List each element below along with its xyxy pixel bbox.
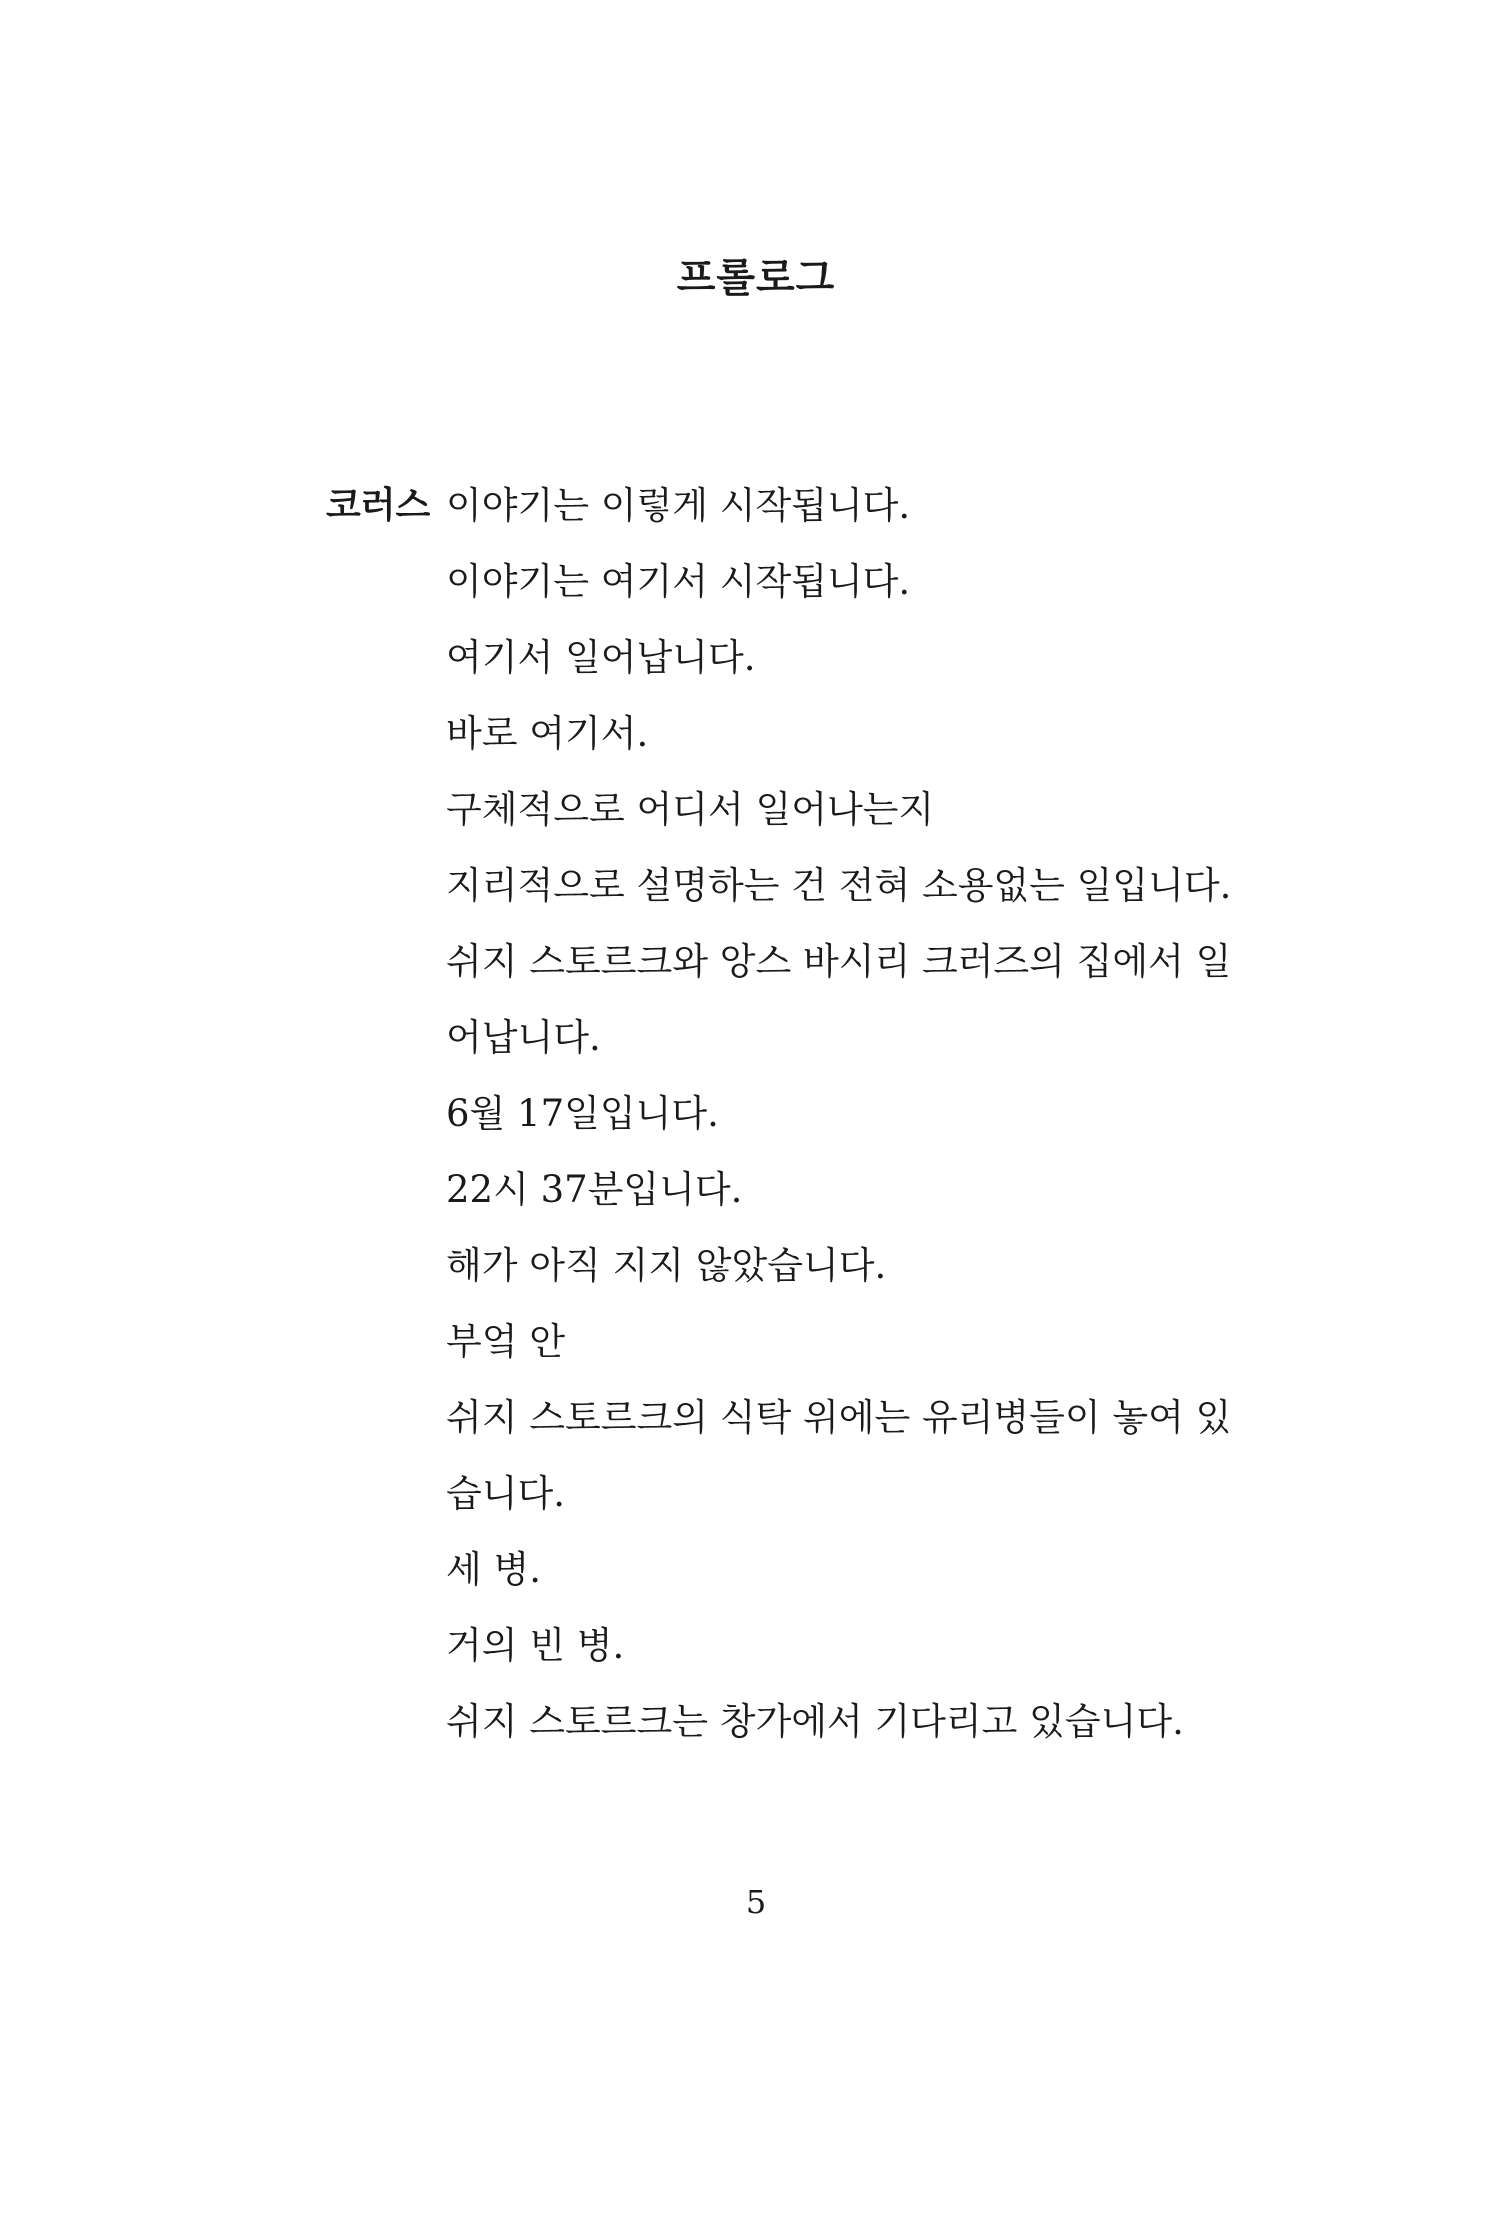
dialogue-line: 세 병. [446, 1548, 542, 1591]
dialogue-line: 이야기는 이렇게 시작됩니다. [446, 484, 911, 527]
dialogue-line: 습니다. [446, 1472, 565, 1515]
dialogue-line: 해가 아직 지지 않았습니다. [446, 1244, 887, 1287]
dialogue-line: 바로 여기서. [446, 712, 649, 755]
dialogue-line: 이야기는 여기서 시작됩니다. [446, 560, 911, 603]
dialogue-line: 쉬지 스토르크와 앙스 바시리 크러즈의 집에서 일 [446, 940, 1232, 983]
dialogue-line: 여기서 일어납니다. [446, 636, 756, 679]
page-number: 5 [745, 1883, 767, 1921]
dialogue-line: 22시 37분입니다. [446, 1168, 743, 1211]
dialogue-line: 거의 빈 병. [446, 1624, 625, 1667]
dialogue-line: 쉬지 스토르크의 식탁 위에는 유리병들이 놓여 있 [446, 1396, 1232, 1439]
dialogue-line: 6월 17일입니다. [446, 1092, 719, 1135]
speaker-name: 코러스 [326, 485, 431, 526]
dialogue-line: 쉬지 스토르크는 창가에서 기다리고 있습니다. [446, 1700, 1184, 1743]
dialogue-line: 지리적으로 설명하는 건 전혀 소용없는 일입니다. [446, 864, 1232, 907]
dialogue-line: 구체적으로 어디서 일어나는지 [446, 788, 935, 831]
chapter-title: 프롤로그 [676, 255, 836, 301]
dialogue-line: 부엌 안 [446, 1320, 565, 1363]
dialogue-line: 어납니다. [446, 1016, 601, 1059]
dialogue-lines [446, 478, 1286, 1770]
